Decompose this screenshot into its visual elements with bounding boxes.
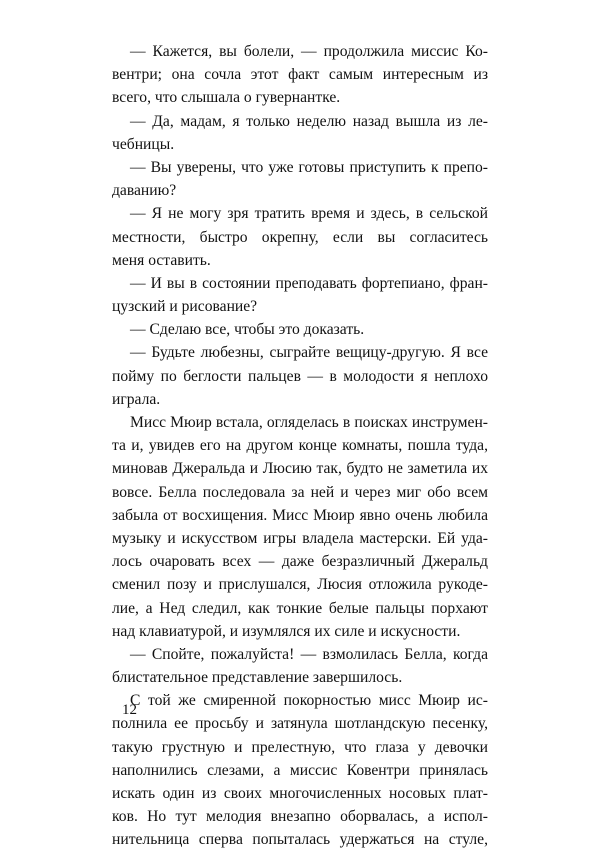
- text-line: нительница сперва попыталась удержаться на стуле,: [112, 831, 488, 849]
- text-line: всего, что слышала о гувернантке.: [112, 89, 341, 107]
- text-line: чебницы.: [112, 135, 175, 153]
- text-line: играла.: [112, 390, 161, 408]
- text-line: искать один из своих многочисленных носовых плат-: [112, 785, 488, 802]
- text-line: цузский и рисование?: [112, 298, 258, 316]
- text-line: — И вы в состоянии преподавать фортепиано, фран-: [130, 274, 488, 292]
- text-line: наполнились слезами, а миссис Ковентри принялась: [112, 761, 488, 779]
- text-line: над клавиатурой, и изумлялся их силе и искусности.: [112, 622, 461, 640]
- text-line: лие, а Нед следил, как тонкие белые пальцы порхают: [112, 599, 488, 617]
- text-line: вовсе. Белла последовала за ней и через миг обо всем: [112, 483, 488, 501]
- text-line: лось очаровать всех — даже безразличный Джеральд: [112, 553, 488, 571]
- text-line: та и, увидев его на другом конце комнаты, пошла туда,: [112, 437, 488, 455]
- text-line: — Кажется, вы болели, — продолжила миссис Ко-: [130, 43, 488, 60]
- text-line: — Спойте, пожалуйста! — взмолилась Белла, когда: [130, 645, 488, 663]
- text-line: забыла от восхищения. Мисс Мюир явно очень любила: [112, 506, 488, 524]
- text-line: пойму по беглости пальцев — в молодости я неплохо: [112, 367, 488, 385]
- text-line: блистательное представление завершилось.: [112, 669, 403, 687]
- text-line: ков. Но тут мелодия внезапно оборвалась, а испол-: [112, 808, 488, 826]
- text-line: местности, быстро окрепну, если вы согласитесь: [112, 228, 488, 246]
- text-line: Мисс Мюир встала, огляделась в поисках инструмен-: [130, 414, 488, 431]
- text-line: сменил позу и прислушался, Люсия отложила рукоде-: [112, 576, 488, 594]
- text-line: меня оставить.: [112, 251, 211, 269]
- text-line: — Сделаю все, чтобы это доказать.: [130, 321, 365, 339]
- text-line: даванию?: [112, 182, 177, 200]
- text-line: полнила ее просьбу и затянула шотландскую песенку,: [112, 715, 488, 733]
- text-line: миновав Джеральда и Люсию так, будто не заметила их: [112, 460, 488, 478]
- text-line: — Я не могу зря тратить время и здесь, в сельской: [130, 205, 488, 223]
- text-line: вентри; она сочла этот факт самым интересным из: [112, 66, 488, 84]
- text-line: — Будьте любезны, сыграйте вещицу-другую. Я все: [130, 344, 488, 362]
- text-line: — Да, мадам, я только неделю назад вышла из ле-: [130, 112, 488, 130]
- text-line: С той же смиренной покорностью мисс Мюир ис-: [130, 692, 488, 710]
- page-number: 12: [122, 702, 137, 718]
- body-text: [112, 40, 488, 852]
- text-line: такую грустную и прелестную, что глаза у девочки: [112, 738, 488, 756]
- text-line: — Вы уверены, что уже готовы приступить к препо-: [130, 158, 488, 176]
- text-line: музыку и искусством игры владела мастерски. Ей уда-: [112, 529, 488, 547]
